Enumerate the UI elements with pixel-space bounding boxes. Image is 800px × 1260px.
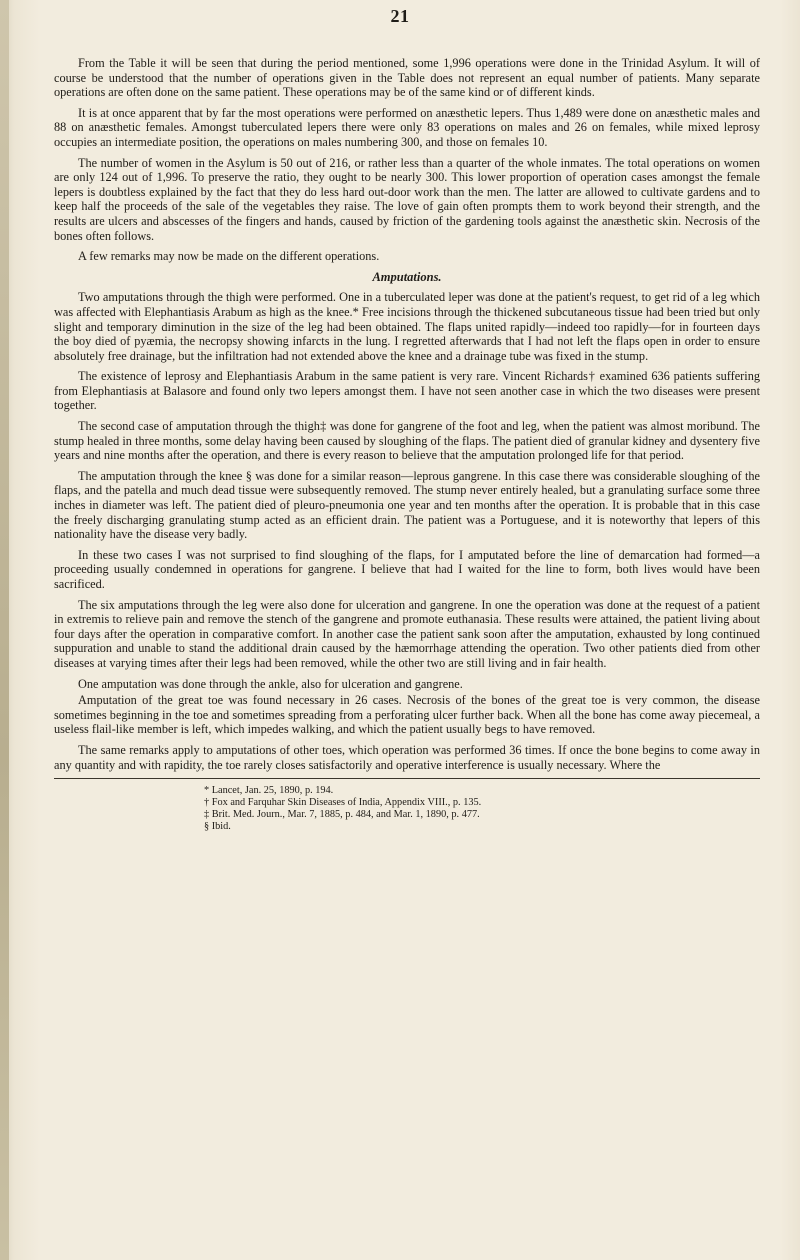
section-paragraph-4: The amputation through the knee § was done for a similar reason—leprous gangrene. In this case there was considerable sloughing of the flaps, and the patella and much dead tissue were subsequently removed. The stump never entirely healed, but a granulating surface some three inches in diameter was left. The patient died of pleuro-pneumonia one year and ten months after the operation. It is probable that in this case the freely discharging granulating stump acted as an efficient drain. The patient was a Portuguese, and it is noteworthy that lepers of this nationality have the disease very badly. bbox=[54, 468, 760, 542]
paragraph-4: A few remarks may now be made on the different operations. bbox=[78, 249, 380, 264]
section-paragraph-2: The existence of leprosy and Elephantiasis Arabum in the same patient is very rare. Vincent Richards† examined 636 patients suffering from Elephantiasis at Balasore and found only two lepers amongst them. I have not seen another case in which the two diseases were present together. bbox=[54, 369, 760, 413]
section-paragraph-6: The six amputations through the leg were also done for ulceration and gangrene. In one the operation was done at the request of a patient in extremis to relieve pain and remove the stench of the gangrene and promote euthanasia. These results were attained, the patient living about four days after the operation in comparative comfort. In another case the patient sank soon after the amputation, exhausted by long continued suppuration and unable to stand the additional drain caused by the hæmorrhage attending the operation. Two other patients died from other diseases at varying times after their legs had been removed, while the other two are still living and in fair health. bbox=[54, 597, 760, 670]
section-paragraph-7: One amputation was done through the ankle, also for ulceration and gangrene. bbox=[78, 676, 463, 691]
section-paragraph-1: Two amputations through the thigh were performed. One in a tuberculated leper was done at the patient's request, to get rid of a leg which was affected with Elephantiasis Arabum as high as the knee.* Free incisions through the thickened subcutaneous tissue had been tried but only slight and temporary diminution in the size of the leg had been obtained. The flaps united rapidly—indeed too rapidly—for in fourteen days the boy died of pyæmia, the necropsy showing infarcts in the lung. I regretted afterwards that I had not left the flaps open in order to ensure absolutely free drainage, but the infiltration had not extended above the knee and a drainage tube was fixed in the stump. bbox=[54, 290, 760, 363]
section-paragraph-5: In these two cases I was not surprised to find sloughing of the flaps, for I amputated before the line of demarcation had formed—a proceeding usually condemned in operations for gangrene. I believe that had I waited for the line to form, both lives would have been sacrificed. bbox=[54, 547, 760, 591]
paragraph-2: It is at once apparent that by far the most operations were performed on anæsthetic lepers. Thus 1,489 were done on anæsthetic males and 88 on anæsthetic females. Amongst tuberculated lepers there were only 83 operations on males and 26 on females, while mixed leprosy occupies an intermediate position, the operations on males numbering 300, and those on females 10. bbox=[54, 105, 760, 149]
page-number: 21 bbox=[390, 6, 410, 26]
section-heading-amputations: Amputations. bbox=[372, 269, 442, 284]
footnote-4: § Ibid. bbox=[204, 821, 231, 833]
footnote-divider bbox=[54, 778, 760, 779]
footnote-2: † Fox and Farquhar Skin Diseases of India, Appendix VIII., p. 135. bbox=[204, 797, 482, 809]
page-spine-shadow bbox=[0, 0, 9, 1260]
paragraph-1: From the Table it will be seen that during the period mentioned, some 1,996 operations were done in the Trinidad Asylum. It will of course be understood that the number of operations given in the Table does not represent an equal number of patients. Many separate operations are often done on the same patient. These operations may be of the same kind or of different kinds. bbox=[54, 56, 760, 100]
page-body bbox=[54, 56, 760, 833]
footnote-1: * Lancet, Jan. 25, 1890, p. 194. bbox=[204, 785, 334, 797]
paragraph-3: The number of women in the Asylum is 50 out of 216, or rather less than a quarter of the whole inmates. The total operations on women are only 124 out of 1,996. To preserve the ratio, they ought to be nearly 300. This lower proportion of operation cases amongst the female lepers is doubtless explained by the fact that they do less hard out-door work than the men. The latter are allowed to cultivate gardens and to keep half the proceeds of the sale of the vegetables they raise. The love of gain often prompts them to work beyond their strength, and the results are ulcers and abscesses of the fingers and hands, caused by friction of the gardening tools against the anæsthetic skin. Necrosis of the bones often follows. bbox=[54, 155, 760, 243]
section-paragraph-3: The second case of amputation through the thigh‡ was done for gangrene of the foot and leg, when the patient was almost moribund. The stump healed in three months, some delay having been caused by sloughing of the flaps. The patient died of granular kidney and dysentery five years and nine months after the operation, and there is every reason to believe that the amputation prolonged life for that period. bbox=[54, 419, 760, 463]
section-paragraph-8: Amputation of the great toe was found necessary in 26 cases. Necrosis of the bones of the great toe is very common, the disease sometimes beginning in the toe and sometimes spreading from a perforating ulcer further back. When all the bone has come away piecemeal, a useless flail-like member is left, which impedes walking, and which the patient usually begs to have removed. bbox=[54, 693, 760, 737]
section-paragraph-9: The same remarks apply to amputations of other toes, which operation was performed 36 times. If once the bone begins to come away in any quantity and with rapidity, the toe rarely closes satisfactorily and operative interference is usually necessary. Where the bbox=[54, 742, 760, 772]
footnotes bbox=[54, 785, 760, 833]
footnote-3: ‡ Brit. Med. Journ., Mar. 7, 1885, p. 484, and Mar. 1, 1890, p. 477. bbox=[204, 809, 480, 821]
